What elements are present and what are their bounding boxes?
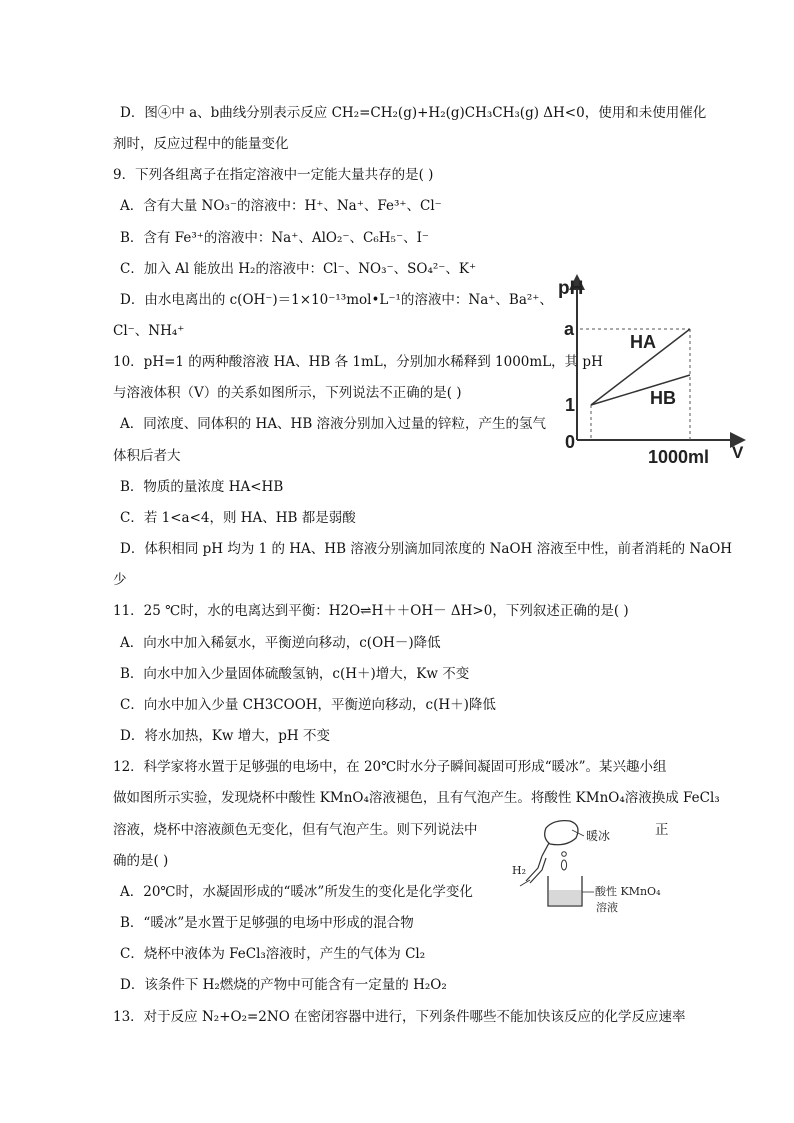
- text-line-l18: A．向水中加入稀氨水，平衡逆向移动，c(OH－)降低: [120, 635, 441, 651]
- text-line-l29: D．该条件下 H₂燃烧的产物中可能含有一定量的 H₂O₂: [120, 977, 447, 993]
- text-line-l13: B．物质的量浓度 HA<HB: [120, 479, 284, 495]
- text-line-l9: 10．pH=1 的两种酸溶液 HA、HB 各 1mL，分别加水稀释到 1000mL，其 pH: [113, 354, 603, 370]
- gas-arrow: [520, 880, 530, 886]
- series-label-HA: HA: [630, 332, 656, 352]
- text-line-l30: 13．对于反应 N₂+O₂=2NO 在密闭容器中进行，下列条件哪些不能加快该反应的化学反应速率: [113, 1009, 686, 1025]
- text-line-l8: Cl⁻、NH₄⁺: [113, 323, 185, 339]
- flask-neck: [542, 843, 549, 856]
- text-line-l4: A．含有大量 NO₃⁻的溶液中：H⁺、Na⁺、Fe³⁺、Cl⁻: [120, 198, 442, 214]
- beaker-solution: [549, 890, 581, 905]
- text-line-l27: B．“暖冰”是水置于足够强的电场中形成的混合物: [120, 915, 414, 931]
- text-line-l28: C．烧杯中液体为 FeCl₃溶液时，产生的气体为 Cl₂: [120, 946, 426, 962]
- flame: [561, 860, 566, 870]
- ph-volume-chart: [556, 268, 756, 468]
- tick-label-1: 1: [565, 395, 576, 415]
- text-line-l26: A．20℃时，水凝固形成的“暖冰”所发生的变化是化学变化: [120, 884, 473, 900]
- text-line-l17: 11．25 ℃时，水的电离达到平衡：H2O⇌H＋＋OH－ ΔH>0，下列叙述正确的是( ): [113, 603, 629, 619]
- text-line-l24: 溶液，烧杯中溶液颜色无变化，但有气泡产生。则下列说法中: [113, 822, 478, 838]
- x-axis-label: V: [732, 443, 744, 462]
- solution-label: 溶液: [596, 901, 618, 914]
- text-line-l2: 剂时，反应过程中的能量变化: [113, 136, 289, 152]
- tick-label-a: a: [564, 319, 575, 339]
- text-line-l12: 体积后者大: [113, 448, 181, 464]
- flask: [545, 821, 578, 845]
- text-line-l15: D．体积相同 pH 均为 1 的 HA、HB 溶液分别滴加同浓度的 NaOH 溶液至中性，前者消耗的 NaOH: [120, 541, 733, 557]
- text-line-l10: 与溶液体积（V）的关系如图所示，下列说法不正确的是( ): [113, 385, 462, 401]
- text-line-l11: A．同浓度、同体积的 HA、HB 溶液分别加入过量的锌粒，产生的氢气: [120, 416, 547, 432]
- text-line-l16: 少: [113, 572, 127, 588]
- text-line-l21: D．将水加热，Kw 增大，pH 不变: [120, 728, 330, 744]
- tick-label-1000ml: 1000ml: [648, 447, 710, 467]
- y-axis-label: pH: [558, 278, 584, 299]
- text-line-l5: B．含有 Fe³⁺的溶液中：Na⁺、AlO₂⁻、C₆H₅⁻、I⁻: [120, 230, 430, 246]
- text-line-l22: 12．科学家将水置于足够强的电场中，在 20℃时水分子瞬间凝固可形成“暖冰”。某兴趣小组: [113, 759, 667, 775]
- text-line-l6: C．加入 Al 能放出 H₂的溶液中：Cl⁻、NO₃⁻、SO₄²⁻、K⁺: [120, 261, 477, 277]
- text-line-l20: C．向水中加入少量 CH3COOH，平衡逆向移动，c(H＋)降低: [120, 697, 496, 713]
- warm-ice-label: 暖冰: [586, 829, 611, 843]
- text-line-l23: 做如图所示实验，发现烧杯中酸性 KMnO₄溶液褪色，且有气泡产生。将酸性 KMnO₄溶液换成 FeCl₃: [113, 790, 720, 806]
- text-line-l14: C．若 1<a<4，则 HA、HB 都是弱酸: [120, 510, 356, 526]
- text-line-l19: B．向水中加入少量固体硫酸氢钠，c(H＋)增大，Kw 不变: [120, 666, 470, 682]
- h2-label: H₂: [512, 864, 527, 877]
- text-line-l7: D．由水电离出的 c(OH⁻)＝1×10⁻¹³mol•L⁻¹的溶液中：Na⁺、Ba²⁺、: [120, 292, 553, 308]
- series-label-HB: HB: [650, 388, 676, 408]
- drip: [562, 852, 567, 857]
- kmno4-label: 酸性 KMnO₄: [595, 885, 661, 898]
- text-line-l25: 确的是( ): [113, 853, 169, 869]
- warm-ice-apparatus: [508, 816, 661, 914]
- delivery-tube: [526, 856, 546, 883]
- text-line-l3: 9．下列各组离子在指定溶液中一定能大量共存的是( ): [113, 167, 434, 183]
- text-line-l1: D．图④中 a、b曲线分别表示反应 CH₂=CH₂(g)+H₂(g)CH₃CH₃(g) ΔH<0，使用和未使用催化: [120, 105, 707, 121]
- text-line-l24b: 正: [655, 822, 669, 838]
- tick-label-0: 0: [565, 432, 576, 452]
